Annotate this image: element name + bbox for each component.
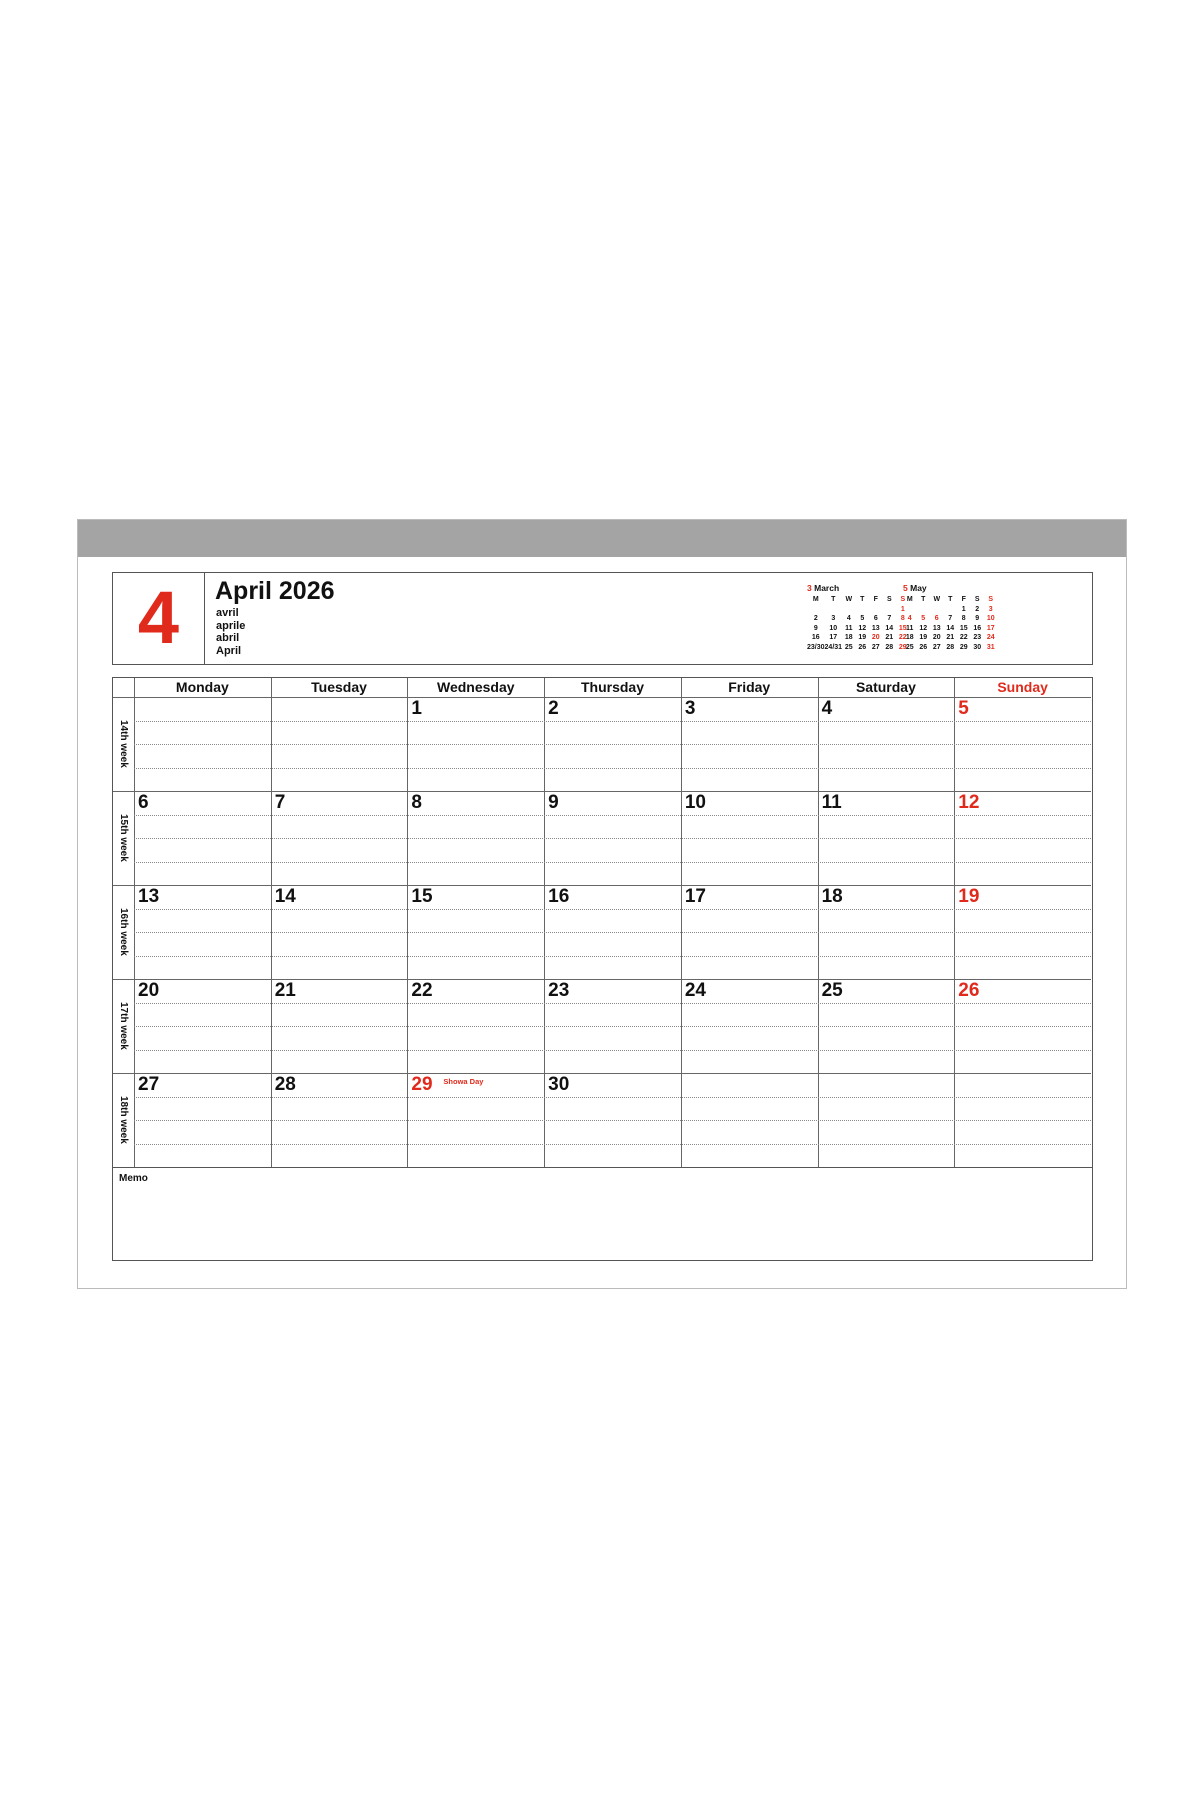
mini-day: 20: [932, 634, 941, 642]
mini-day: 2: [975, 605, 980, 613]
day-number: 2: [548, 698, 559, 719]
month-grid: [112, 677, 1093, 1168]
mini-day: 27: [932, 643, 941, 651]
day-number: 8: [411, 792, 422, 813]
day-number: 25: [821, 980, 843, 1001]
mini-day: 17: [829, 634, 838, 642]
mini-weekday: F: [873, 596, 878, 603]
mini-day: 22: [959, 634, 968, 642]
week-label-text: 15th week: [118, 814, 129, 862]
day-cell[interactable]: [134, 697, 271, 791]
mini-day: 18: [844, 634, 853, 642]
translation-fr: avril: [216, 607, 239, 619]
day-number: 20: [138, 980, 160, 1001]
day-cell[interactable]: [954, 1073, 1091, 1167]
mini-day: 21: [946, 634, 955, 642]
day-cell[interactable]: [818, 697, 955, 791]
mini-day: 6: [873, 615, 878, 623]
day-number: 5: [958, 698, 969, 719]
weekday-header-wednesday: Wednesday: [437, 679, 515, 695]
day-number: 12: [958, 792, 980, 813]
day-cell[interactable]: [681, 697, 818, 791]
mini-calendar-table: [807, 595, 910, 653]
day-number: 27: [138, 1074, 160, 1095]
mini-day: 29: [959, 643, 968, 651]
mini-day: 1: [900, 605, 905, 613]
day-cell[interactable]: [681, 1073, 818, 1167]
mini-day: 26: [858, 643, 867, 651]
day-number: 16: [548, 886, 570, 907]
day-cell[interactable]: [818, 1073, 955, 1167]
top-gray-bar: [78, 520, 1126, 557]
mini-day: 26: [919, 643, 928, 651]
mini-day: 2: [813, 615, 818, 623]
translation-de: April: [216, 644, 242, 657]
mini-day: 29: [898, 643, 907, 651]
mini-day: 13: [871, 624, 880, 632]
month-header: [112, 572, 1093, 665]
mini-day: 3: [831, 615, 836, 623]
day-number: 9: [548, 792, 559, 813]
mini-day: 19: [919, 634, 928, 642]
mini-weekday: M: [812, 596, 819, 603]
mini-weekday: M: [906, 596, 913, 603]
day-number: 29: [411, 1074, 433, 1095]
mini-weekday: T: [948, 596, 953, 603]
mini-day: 11: [906, 624, 914, 632]
mini-day: 12: [919, 624, 928, 632]
day-cell[interactable]: [544, 791, 681, 885]
day-number: 7: [274, 792, 286, 813]
day-cell[interactable]: [271, 791, 408, 885]
mini-weekday: S: [974, 596, 980, 603]
week-label: [113, 1073, 134, 1167]
mini-day: [917, 605, 931, 615]
day-number: 30: [548, 1074, 570, 1095]
mini-weekday: S: [886, 596, 892, 603]
mini-day: 30: [973, 643, 982, 651]
mini-day: 5: [921, 615, 926, 623]
month-number: 4: [113, 573, 205, 664]
mini-day: 10: [986, 615, 995, 623]
mini-day: [883, 605, 897, 615]
mini-day: 7: [948, 615, 953, 623]
weekday-header-thursday: Thursday: [580, 679, 644, 695]
mini-day: [903, 605, 917, 615]
mini-day: 8: [961, 615, 966, 623]
day-number: 23: [548, 980, 570, 1001]
mini-weekday: W: [933, 596, 941, 603]
mini-day: 23/30: [807, 643, 825, 651]
mini-weekday: F: [961, 596, 966, 603]
month-translations: [216, 607, 245, 657]
mini-day: 31: [986, 643, 995, 651]
mini-day: 25: [905, 643, 914, 651]
day-number: 14: [274, 886, 296, 907]
mini-day: 21: [885, 634, 894, 642]
mini-day: [842, 605, 856, 615]
mini-day: [930, 605, 944, 615]
mini-day: 7: [887, 615, 892, 623]
mini-day: 22: [898, 634, 907, 642]
day-number: 13: [138, 886, 160, 907]
week-label: [113, 697, 134, 791]
day-cell[interactable]: [407, 697, 544, 791]
translation-es: abril: [216, 632, 240, 644]
week-label-text: 17th week: [118, 1002, 129, 1050]
day-number: 6: [138, 792, 149, 813]
mini-day: 15: [959, 624, 968, 632]
mini-day: [856, 605, 870, 615]
mini-day: 14: [885, 624, 894, 632]
mini-day: 16: [811, 634, 820, 642]
mini-day: 14: [946, 624, 955, 632]
day-number: 3: [684, 698, 696, 719]
mini-day: 24: [986, 634, 995, 642]
mini-weekday: S: [988, 596, 994, 603]
mini-day: 10: [829, 624, 838, 632]
mini-calendar-title: 3 March: [807, 583, 840, 593]
mini-weekday: S: [900, 596, 906, 603]
day-number: 4: [821, 698, 833, 719]
day-number: 18: [821, 886, 843, 907]
week-label-text: 18th week: [118, 1096, 129, 1144]
mini-day: 25: [844, 643, 853, 651]
mini-calendar-table: [903, 595, 998, 653]
mini-day: 24/31: [824, 643, 843, 651]
mini-day: 28: [946, 643, 955, 651]
mini-weekday: W: [845, 596, 853, 603]
mini-day: 27: [871, 643, 880, 651]
mini-day: 4: [846, 615, 851, 623]
day-cell[interactable]: [271, 697, 408, 791]
day-number: 24: [684, 980, 706, 1001]
weekday-header-tuesday: Tuesday: [311, 679, 367, 695]
holiday-label: Showa Day: [443, 1077, 484, 1086]
mini-day: 3: [988, 605, 993, 613]
mini-day: 18: [905, 634, 914, 642]
week-label-text: 14th week: [118, 720, 129, 768]
mini-day: 8: [900, 615, 905, 623]
mini-day: [869, 605, 883, 615]
day-number: 21: [274, 980, 296, 1001]
day-number: 19: [958, 886, 980, 907]
mini-day: 5: [860, 615, 865, 623]
mini-day: 6: [934, 615, 939, 623]
mini-day: 9: [813, 624, 818, 632]
mini-day: 23: [973, 634, 982, 642]
mini-weekday: T: [831, 596, 836, 603]
mini-calendar-title: 5 May: [903, 583, 927, 593]
mini-day: 9: [975, 615, 980, 623]
mini-weekday: T: [860, 596, 865, 603]
mini-day: 16: [973, 624, 982, 632]
memo-label: Memo: [119, 1173, 148, 1184]
mini-day: [807, 605, 825, 615]
day-number: 28: [274, 1074, 296, 1095]
day-number: 22: [411, 980, 433, 1001]
weekday-header-monday: Monday: [175, 679, 229, 695]
day-number: 17: [684, 886, 706, 907]
week-label: [113, 885, 134, 979]
mini-day: 11: [845, 624, 853, 632]
translation-it: aprile: [216, 619, 246, 632]
day-cell[interactable]: [407, 791, 544, 885]
mini-day: 4: [907, 615, 912, 623]
month-title: April 2026: [215, 577, 335, 605]
mini-day: 1: [961, 605, 966, 613]
memo-area[interactable]: [112, 1168, 1093, 1261]
day-number: 26: [958, 980, 980, 1001]
mini-calendar-may: [903, 583, 998, 653]
day-number: 10: [684, 792, 706, 813]
mini-day: 15: [898, 624, 907, 632]
mini-calendar-march: [807, 583, 910, 653]
day-cell[interactable]: [954, 697, 1091, 791]
day-cell[interactable]: [134, 791, 271, 885]
mini-day: 28: [885, 643, 894, 651]
week-label-text: 16th week: [118, 908, 129, 956]
week-label: [113, 979, 134, 1073]
week-label: [113, 791, 134, 885]
mini-day: 19: [858, 634, 867, 642]
weekday-header-friday: Friday: [728, 679, 771, 695]
mini-day: 12: [858, 624, 867, 632]
mini-day: [944, 605, 958, 615]
calendar-sheet: [77, 519, 1127, 1289]
mini-day: 17: [986, 624, 995, 632]
weekday-header-sunday: Sunday: [997, 679, 1048, 695]
day-number: 15: [411, 886, 433, 907]
day-number: 1: [411, 698, 422, 719]
day-number: 11: [821, 792, 842, 813]
mini-day: 13: [932, 624, 941, 632]
day-cell[interactable]: [544, 697, 681, 791]
mini-day: 20: [871, 634, 880, 642]
weekday-header-saturday: Saturday: [855, 679, 916, 695]
mini-day: [825, 605, 843, 615]
mini-weekday: T: [921, 596, 926, 603]
